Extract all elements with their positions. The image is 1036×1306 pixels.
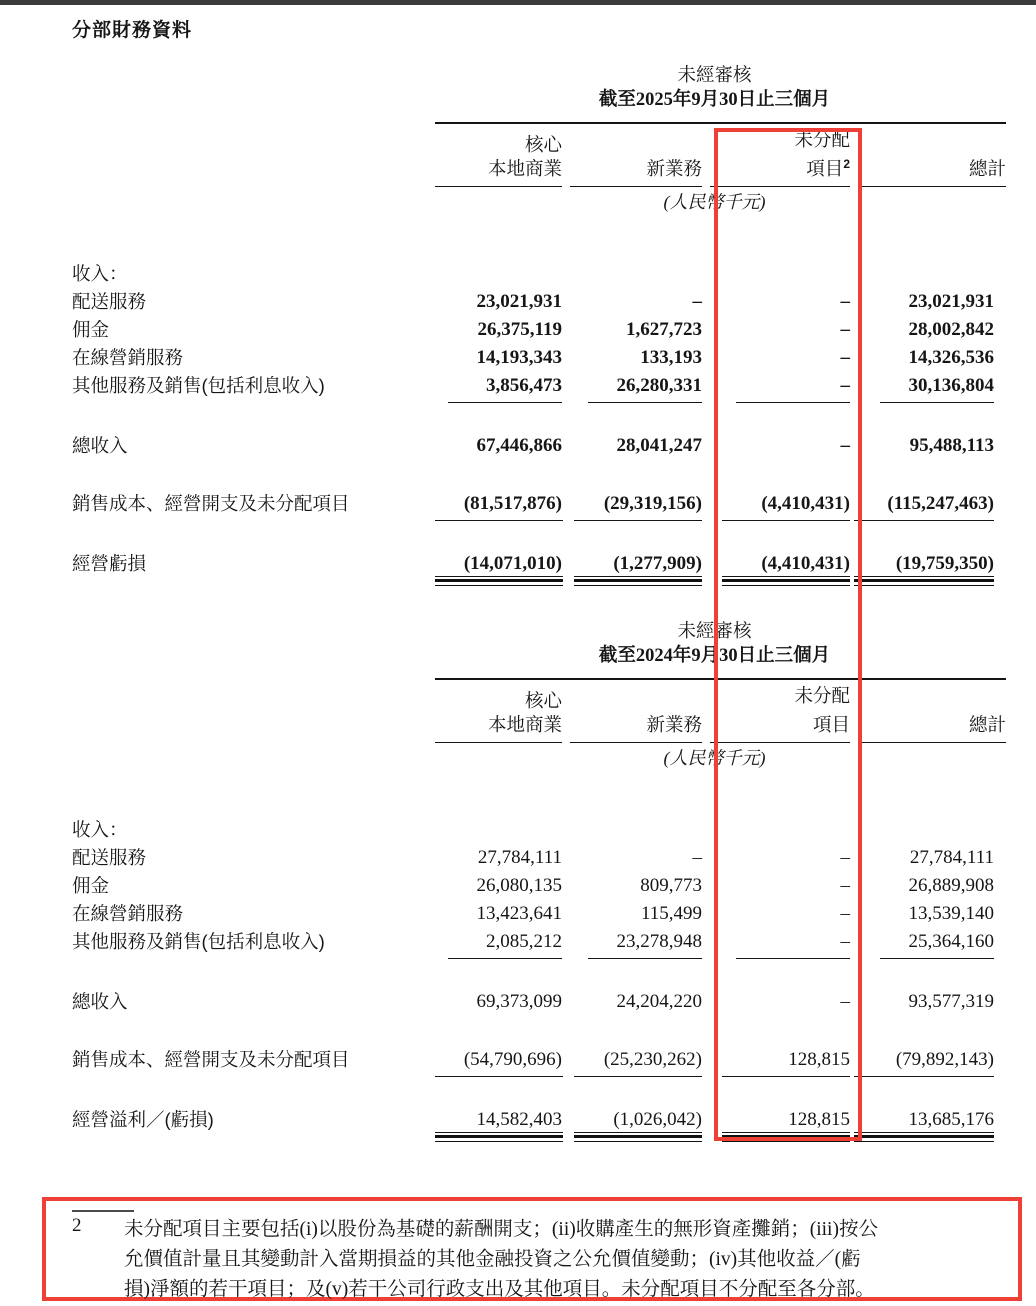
currency-unit: (人民幣千元) (663, 748, 766, 768)
underline (854, 520, 994, 521)
cell-value: 27,784,111 (477, 847, 562, 868)
cell-value: (19,759,350) (895, 553, 995, 574)
table-row (72, 842, 1006, 870)
row-label: 其他服務及銷售(包括利息收入) (72, 931, 325, 952)
cell-value: – (840, 291, 850, 312)
footnote-marker: 2 (72, 1215, 82, 1236)
cell-value: (81,517,876) (463, 493, 562, 514)
footnote-reference: 2 (843, 156, 850, 171)
cell-value: – (840, 847, 850, 868)
row-label: 佣金 (72, 319, 110, 340)
cell-value: (29,319,156) (603, 493, 702, 514)
cell-value: 128,815 (788, 1049, 850, 1070)
cell-value: (14,071,010) (463, 553, 562, 574)
cell-value: 23,021,931 (476, 291, 562, 312)
cell-value: 14,582,403 (476, 1109, 562, 1130)
underline (435, 520, 563, 521)
row-label: 經營溢利／(虧損) (72, 1109, 214, 1130)
row-label: 經營虧損 (72, 553, 147, 574)
footnote-line: 允價值計量且其變動計入當期損益的其他金融投資之公允價值變動；(iv)其他收益／(虧 (124, 1249, 861, 1270)
period-heading: 截至2025年9月30日止三個月 (435, 88, 1006, 123)
double-underline (435, 1132, 563, 1142)
cell-value: 26,280,331 (616, 375, 702, 396)
underline (588, 958, 702, 959)
double-underline (854, 1132, 994, 1142)
cell-value: 1,627,723 (626, 319, 702, 340)
cell-value: (25,230,262) (603, 1049, 702, 1070)
row-label: 佣金 (72, 875, 110, 896)
underline (854, 1076, 994, 1077)
column-header-total: 總計 (858, 133, 1006, 187)
period-heading: 截至2024年9月30日止三個月 (435, 644, 1006, 679)
cell-value: 14,326,536 (908, 347, 995, 368)
table-row (72, 528, 1006, 576)
table-row (72, 314, 1006, 342)
underline (736, 958, 850, 959)
cell-value: – (840, 319, 850, 340)
footnote-line: 未分配項目主要包括(i)以股份為基礎的薪酬開支；(ii)收購產生的無形資產攤銷；(iii)按公 (124, 1219, 878, 1240)
cell-value: 26,080,135 (476, 875, 562, 896)
table-row (72, 870, 1006, 898)
row-label: 在線營銷服務 (72, 903, 184, 924)
cell-value: 128,815 (788, 1109, 850, 1130)
page-title: 分部財務資料 (72, 20, 193, 41)
cell-value: – (840, 875, 850, 896)
cell-value: 115,499 (640, 903, 702, 924)
cell-value: – (840, 991, 850, 1012)
row-label: 銷售成本、經營開支及未分配項目 (72, 1049, 350, 1070)
cell-value: 27,784,111 (909, 847, 995, 868)
cell-value: (1,277,909) (613, 553, 702, 574)
cell-value: 28,041,247 (616, 435, 702, 456)
underline (722, 520, 850, 521)
cell-value: 2,085,212 (486, 931, 562, 952)
table-row (72, 458, 1006, 516)
table-row (72, 286, 1006, 314)
underline (574, 1076, 702, 1077)
revenue-section-label: 收入： (72, 819, 128, 840)
segment-table-2025 (72, 62, 1006, 592)
double-underline (435, 576, 563, 586)
double-underline (574, 1132, 702, 1142)
underline (448, 958, 562, 959)
double-underline (722, 1132, 850, 1142)
underline (880, 958, 994, 959)
row-label: 銷售成本、經營開支及未分配項目 (72, 493, 350, 514)
row-label: 在線營銷服務 (72, 347, 184, 368)
table-row (72, 370, 1006, 398)
double-underline (574, 576, 702, 586)
footnote-text (124, 1215, 1000, 1305)
footnote-line: 損)淨額的若干項目；及(v)若干公司行政支出及其他項目。未分配項目不分配至各分部。 (124, 1279, 875, 1300)
row-label: 配送服務 (72, 847, 147, 868)
underline (588, 402, 702, 403)
cell-value: 809,773 (640, 875, 702, 896)
cell-value: – (692, 847, 702, 868)
underline (736, 402, 850, 403)
column-header-core-local-commerce: 核心 本地商業 (435, 133, 562, 187)
underline (435, 1076, 563, 1077)
cell-value: 13,539,140 (908, 903, 995, 924)
cell-value: (4,410,431) (761, 553, 850, 574)
table-row (72, 898, 1006, 926)
cell-value: 13,423,641 (476, 903, 562, 924)
cell-value: 25,364,160 (908, 931, 995, 952)
table-row (72, 1084, 1006, 1132)
cell-value: – (840, 347, 850, 368)
cell-value: (1,026,042) (613, 1109, 702, 1130)
table-row (72, 410, 1006, 458)
red-annotation-footnote-box (42, 1197, 1022, 1301)
cell-value: 30,136,804 (908, 375, 995, 396)
column-header-core-local-commerce: 核心 本地商業 (435, 689, 562, 743)
cell-value: 14,193,343 (476, 347, 562, 368)
cell-value: (54,790,696) (463, 1049, 562, 1070)
table-row (72, 926, 1006, 954)
row-label: 總收入 (72, 435, 128, 456)
cell-value: – (840, 931, 850, 952)
cell-value: 93,577,319 (908, 991, 995, 1012)
cell-value: 26,375,119 (477, 319, 562, 340)
currency-unit: (人民幣千元) (663, 192, 766, 212)
table-row (72, 1014, 1006, 1072)
cell-value: 95,488,113 (909, 435, 995, 456)
cell-value: – (692, 291, 702, 312)
cell-value: (79,892,143) (895, 1049, 995, 1070)
cell-value: 23,278,948 (616, 931, 702, 952)
cell-value: 28,002,842 (908, 319, 995, 340)
footnote-divider (72, 1210, 134, 1212)
cell-value: 23,021,931 (908, 291, 995, 312)
cell-value: 13,685,176 (908, 1109, 995, 1130)
cell-value: (115,247,463) (887, 493, 995, 514)
cell-value: – (840, 903, 850, 924)
segment-table-2024 (72, 618, 1006, 1148)
underline (880, 402, 994, 403)
row-label: 配送服務 (72, 291, 147, 312)
audit-status: 未經審核 (677, 66, 752, 86)
underline (574, 520, 702, 521)
double-underline (854, 576, 994, 586)
underline (722, 1076, 850, 1077)
row-label: 總收入 (72, 991, 128, 1012)
column-header-unallocated-items: 未分配 項目 (710, 684, 850, 743)
top-bar (0, 0, 1036, 5)
column-header-unallocated-items: 未分配 項目$^2$ (710, 128, 850, 187)
double-underline (722, 576, 850, 586)
cell-value: 67,446,866 (476, 435, 562, 456)
cell-value: 133,193 (640, 347, 702, 368)
cell-value: – (840, 435, 850, 456)
cell-value: 69,373,099 (476, 991, 562, 1012)
cell-value: 26,889,908 (908, 875, 995, 896)
cell-value: (4,410,431) (761, 493, 850, 514)
cell-value: – (840, 375, 850, 396)
table-row (72, 966, 1006, 1014)
revenue-section-label: 收入： (72, 263, 128, 284)
column-header-new-initiatives: 新業務 (570, 689, 702, 743)
column-header-total: 總計 (858, 689, 1006, 743)
cell-value: 3,856,473 (486, 375, 562, 396)
underline (448, 402, 562, 403)
table-row (72, 342, 1006, 370)
audit-status: 未經審核 (677, 622, 752, 642)
column-header-new-initiatives: 新業務 (570, 133, 702, 187)
row-label: 其他服務及銷售(包括利息收入) (72, 375, 325, 396)
cell-value: 24,204,220 (616, 991, 702, 1012)
